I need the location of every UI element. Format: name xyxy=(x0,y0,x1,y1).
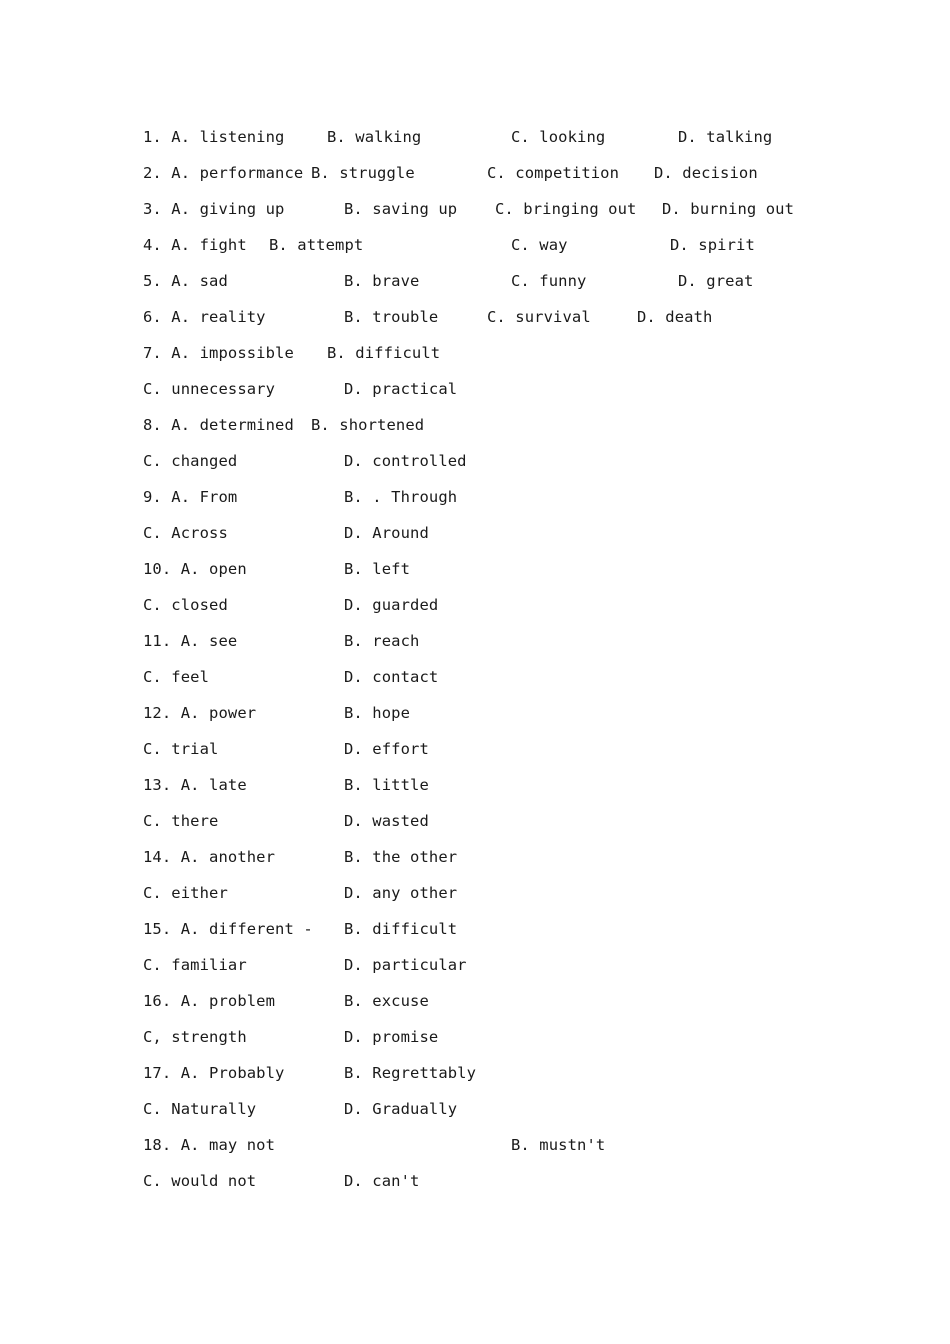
question-16-line-2 xyxy=(0,1027,950,1063)
option-d: D. talking xyxy=(678,128,773,146)
option-b: B. little xyxy=(344,776,429,794)
option-a: 17. A. Probably xyxy=(143,1064,285,1082)
question-12-line-2 xyxy=(0,739,950,775)
option-c: C. bringing out xyxy=(495,200,637,218)
question-2-line xyxy=(0,163,950,199)
option-d: D. Gradually xyxy=(344,1100,458,1118)
question-3-line xyxy=(0,199,950,235)
option-b: B. brave xyxy=(344,272,420,290)
option-d: D. practical xyxy=(344,380,458,398)
option-a: 16. A. problem xyxy=(143,992,276,1010)
option-d: D. controlled xyxy=(344,452,467,470)
option-a: 2. A. performance xyxy=(143,164,304,182)
option-a: 5. A. sad xyxy=(143,272,228,290)
option-b: B. attempt xyxy=(269,236,364,254)
option-c: C. competition xyxy=(487,164,620,182)
question-6-line xyxy=(0,307,950,343)
option-a: 10. A. open xyxy=(143,560,247,578)
option-a: 1. A. listening xyxy=(143,128,285,146)
option-c: C. unnecessary xyxy=(143,380,276,398)
option-b: B. the other xyxy=(344,848,458,866)
question-17-line-2 xyxy=(0,1099,950,1135)
option-a: 4. A. fight xyxy=(143,236,247,254)
question-15-line-2 xyxy=(0,955,950,991)
option-c: C. either xyxy=(143,884,228,902)
option-a: 18. A. may not xyxy=(143,1136,276,1154)
option-b: B. reach xyxy=(344,632,420,650)
option-d: D. Around xyxy=(344,524,429,542)
question-11-line xyxy=(0,631,950,667)
option-d: D. spirit xyxy=(670,236,755,254)
option-a: 15. A. different - xyxy=(143,920,313,938)
question-17-line xyxy=(0,1063,950,1099)
option-b: B. saving up xyxy=(344,200,458,218)
option-c: C. funny xyxy=(511,272,587,290)
question-10-line-2 xyxy=(0,595,950,631)
option-a: 13. A. late xyxy=(143,776,247,794)
question-14-line-2 xyxy=(0,883,950,919)
option-b: B. left xyxy=(344,560,411,578)
option-a: 8. A. determined xyxy=(143,416,294,434)
option-a: 3. A. giving up xyxy=(143,200,285,218)
option-b: B. difficult xyxy=(327,344,441,362)
option-a: 7. A. impossible xyxy=(143,344,294,362)
option-c: C. closed xyxy=(143,596,228,614)
question-4-line xyxy=(0,235,950,271)
option-b: B. struggle xyxy=(311,164,415,182)
option-c: C, strength xyxy=(143,1028,247,1046)
option-b: B. difficult xyxy=(344,920,458,938)
option-d: D. death xyxy=(637,308,713,326)
question-7-line xyxy=(0,343,950,379)
question-9-line-2 xyxy=(0,523,950,559)
option-c: C. trial xyxy=(143,740,219,758)
option-d: D. contact xyxy=(344,668,439,686)
option-b: B. mustn't xyxy=(511,1136,606,1154)
option-c: C. familiar xyxy=(143,956,247,974)
question-5-line xyxy=(0,271,950,307)
option-c: C. would not xyxy=(143,1172,257,1190)
question-13-line-2 xyxy=(0,811,950,847)
option-b: B. Regrettably xyxy=(344,1064,477,1082)
option-d: D. decision xyxy=(654,164,758,182)
option-c: C. looking xyxy=(511,128,606,146)
question-9-line xyxy=(0,487,950,523)
option-a: 11. A. see xyxy=(143,632,238,650)
option-b: B. trouble xyxy=(344,308,439,326)
option-d: D. can't xyxy=(344,1172,420,1190)
option-c: C. there xyxy=(143,812,219,830)
question-15-line xyxy=(0,919,950,955)
option-d: D. burning out xyxy=(662,200,795,218)
question-8-line-2 xyxy=(0,451,950,487)
option-d: D. great xyxy=(678,272,754,290)
option-b: B. walking xyxy=(327,128,422,146)
option-c: C. Across xyxy=(143,524,228,542)
question-16-line xyxy=(0,991,950,1027)
option-a: 14. A. another xyxy=(143,848,276,866)
option-a: 9. A. From xyxy=(143,488,238,506)
option-c: C. changed xyxy=(143,452,238,470)
option-d: D. effort xyxy=(344,740,429,758)
option-b: B. excuse xyxy=(344,992,429,1010)
option-c: C. feel xyxy=(143,668,210,686)
question-18-line xyxy=(0,1135,950,1171)
question-8-line xyxy=(0,415,950,451)
question-14-line xyxy=(0,847,950,883)
option-a: 12. A. power xyxy=(143,704,257,722)
option-d: D. guarded xyxy=(344,596,439,614)
question-10-line xyxy=(0,559,950,595)
question-18-line-2 xyxy=(0,1171,950,1207)
option-d: D. promise xyxy=(344,1028,439,1046)
option-d: D. wasted xyxy=(344,812,429,830)
option-d: D. any other xyxy=(344,884,458,902)
option-c: C. Naturally xyxy=(143,1100,257,1118)
question-7-line-2 xyxy=(0,379,950,415)
option-b: B. . Through xyxy=(344,488,458,506)
option-c: C. survival xyxy=(487,308,591,326)
option-c: C. way xyxy=(511,236,568,254)
question-11-line-2 xyxy=(0,667,950,703)
question-13-line xyxy=(0,775,950,811)
option-b: B. hope xyxy=(344,704,411,722)
question-1-line xyxy=(0,127,950,163)
option-a: 6. A. reality xyxy=(143,308,266,326)
question-12-line xyxy=(0,703,950,739)
option-d: D. particular xyxy=(344,956,467,974)
option-b: B. shortened xyxy=(311,416,425,434)
